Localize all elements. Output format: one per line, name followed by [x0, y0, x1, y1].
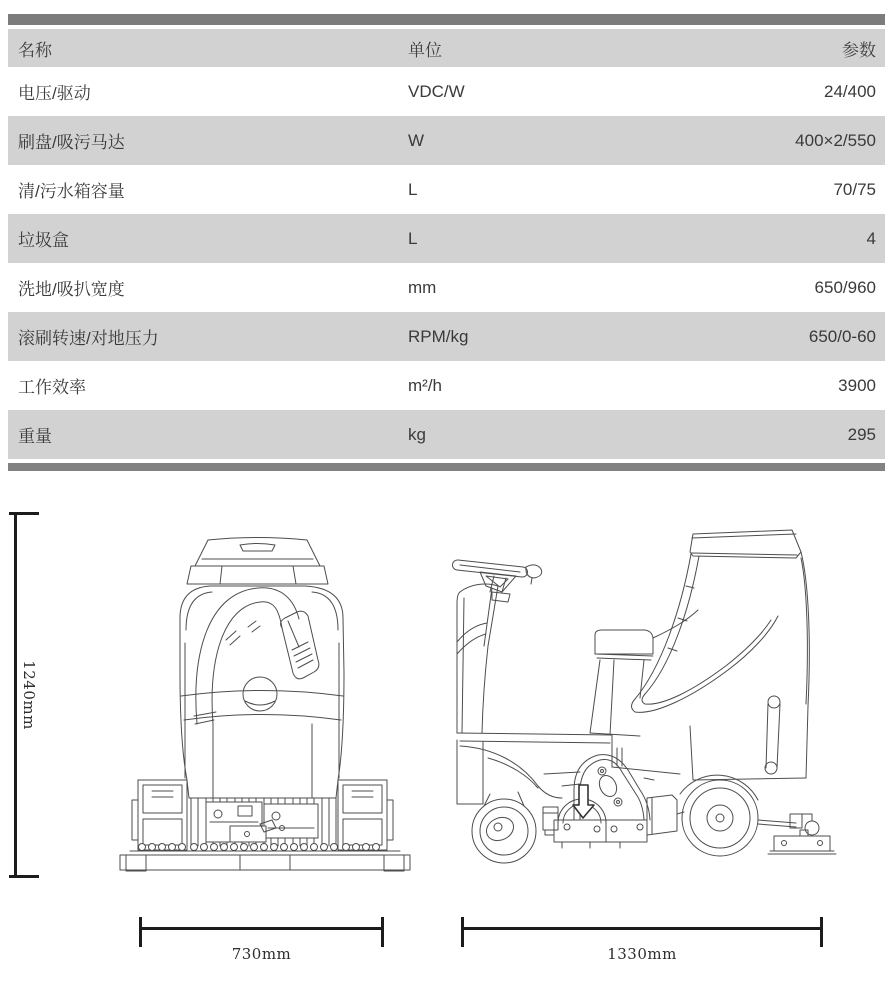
spec-value: 70/75 [833, 179, 876, 199]
spec-unit: kg [408, 424, 426, 444]
spec-unit: VDC/W [408, 81, 465, 101]
table-row [8, 116, 885, 165]
spec-unit: mm [408, 277, 437, 297]
spec-value: 400×2/550 [795, 130, 876, 150]
header-name: 名称 [18, 40, 52, 60]
spec-name: 工作效率 [18, 378, 86, 397]
dimension-cap [9, 875, 39, 878]
table-row [8, 263, 885, 312]
spec-name: 清/污水箱容量 [18, 182, 125, 201]
table-row [8, 214, 885, 263]
spec-value: 3900 [838, 375, 876, 395]
dimension-cap [139, 917, 142, 947]
dimension-cap [820, 917, 823, 947]
dimension-line [140, 927, 383, 930]
spec-unit: W [408, 130, 425, 150]
height-dimension [8, 512, 44, 878]
spec-table [8, 14, 885, 471]
spec-name: 垃圾盒 [18, 231, 69, 250]
header-unit: 单位 [408, 40, 442, 60]
spec-name: 滚刷转速/对地压力 [18, 329, 159, 348]
spec-unit: RPM/kg [408, 326, 469, 346]
side-length-dimension-label: 1330mm [607, 945, 677, 963]
spec-unit: L [408, 228, 418, 248]
spec-value: 295 [847, 424, 876, 444]
table-header-row [8, 29, 885, 67]
table-row [8, 165, 885, 214]
spec-value: 650/0-60 [808, 326, 876, 346]
table-top-rule [8, 14, 885, 25]
front-width-dimension-label: 730mm [231, 945, 292, 963]
table-bottom-rule [8, 463, 885, 471]
table-row [8, 67, 885, 116]
spec-name: 洗地/吸扒宽度 [18, 280, 125, 299]
spec-name: 重量 [18, 427, 52, 446]
spec-unit: m²/h [408, 375, 442, 395]
table-row [8, 410, 885, 459]
side-view-drawing [440, 526, 893, 890]
front-width-dimension [139, 912, 384, 964]
dimension-cap [381, 917, 384, 947]
header-value: 参数 [842, 40, 876, 60]
dimension-cap [461, 917, 464, 947]
height-dimension-label: 1240mm [20, 660, 38, 730]
side-length-dimension [461, 912, 823, 964]
dimension-line [14, 514, 17, 876]
spec-value: 24/400 [824, 81, 876, 101]
spec-value: 4 [866, 228, 876, 248]
spec-unit: L [408, 179, 418, 199]
dimension-line [462, 927, 822, 930]
table-row [8, 312, 885, 361]
table-row [8, 361, 885, 410]
spec-value: 650/960 [814, 277, 876, 297]
spec-name: 刷盘/吸污马达 [18, 133, 125, 152]
spec-name: 电压/驱动 [18, 84, 91, 103]
front-view-drawing [110, 528, 420, 890]
